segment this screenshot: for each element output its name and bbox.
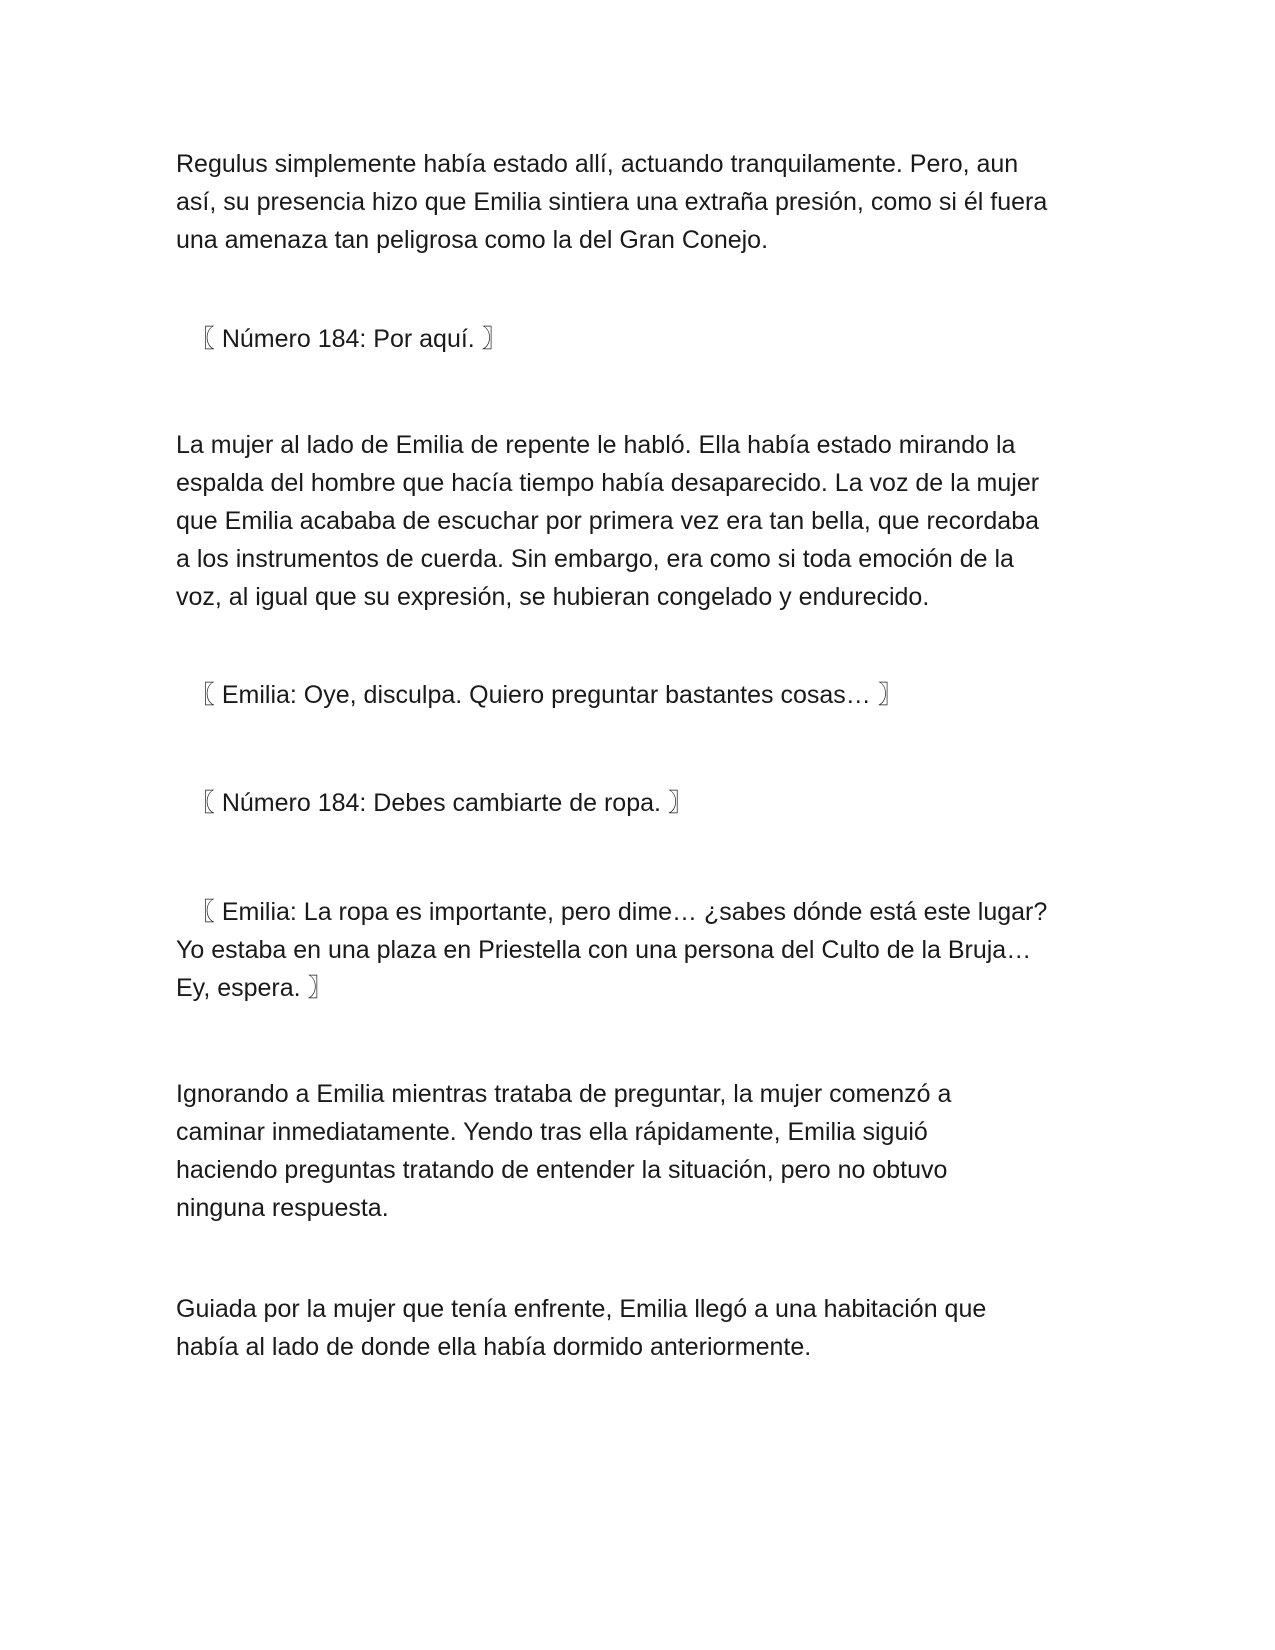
dialogue-emilia-disculpa: 〖 Emilia: Oye, disculpa. Quiero preguntar bastantes cosas… 〗 bbox=[176, 681, 903, 709]
paragraph-guided-room: Guiada por la mujer que tenía enfrente, Emilia llegó a una habitación que había al lado de donde ella había dormido anteriormente. bbox=[176, 1295, 987, 1361]
paragraph-regulus-presence: Regulus simplemente había estado allí, actuando tranquilamente. Pero, aun así, su presencia hizo que Emilia sintiera una extraña presión, como si él fuera una amenaza tan peligrosa como la del Gran Conejo. bbox=[176, 150, 1048, 254]
dialogue-numero-184-por-aqui: 〖 Número 184: Por aquí. 〗 bbox=[176, 325, 507, 353]
paragraph-ignoring-emilia: Ignorando a Emilia mientras trataba de preguntar, la mujer comenzó a caminar inmediatamente. Yendo tras ella rápidamente, Emilia siguió haciendo preguntas tratando de entender la situación, pero no obtuvo ninguna respuesta. bbox=[176, 1080, 952, 1222]
dialogue-numero-184-ropa: 〖 Número 184: Debes cambiarte de ropa. 〗 bbox=[176, 789, 693, 817]
dialogue-emilia-lugar: 〖 Emilia: La ropa es importante, pero dime… ¿sabes dónde está este lugar? Yo estaba en una plaza en Priestella con una persona del Culto de la Bruja… Ey, espera. 〗 bbox=[176, 898, 1048, 1002]
paragraph-woman-spoke: La mujer al lado de Emilia de repente le habló. Ella había estado mirando la espalda del hombre que hacía tiempo había desaparecido. La voz de la mujer que Emilia acababa de escuchar por primera vez era tan bella, que recordaba a los instrumentos de cuerda. Sin embargo, era como si toda emoción de la voz, al igual que su expresión, se hubieran congelado y endurecido. bbox=[176, 431, 1040, 611]
